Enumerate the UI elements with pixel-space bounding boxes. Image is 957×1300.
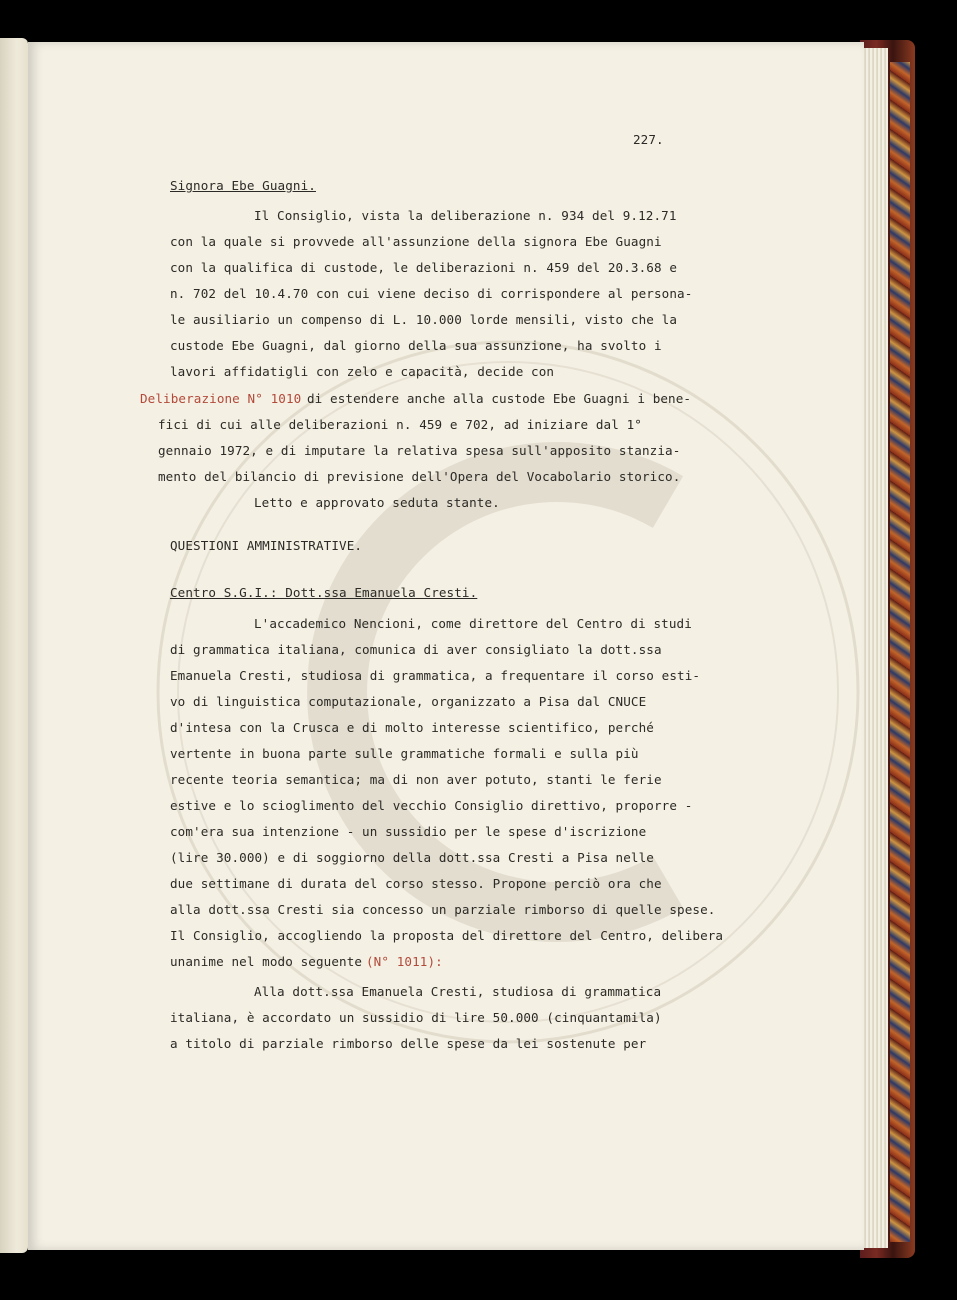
para2-line: Il Consiglio, accogliendo la proposta del direttore del Centro, delibera [170, 928, 724, 943]
document-page [28, 42, 864, 1250]
para2-line: due settimane di durata del corso stesso. Propone perciò ora che [170, 876, 662, 891]
heading-signora-ebe-guagni: Signora Ebe Guagni. [170, 178, 316, 193]
para1-line: lavori affidatigli con zelo e capacità, decide con [170, 364, 555, 379]
para1-line: con la quale si provvede all'assunzione della signora Ebe Guagni [170, 234, 662, 249]
para1-line: con la qualifica di custode, le deliberazioni n. 459 del 20.3.68 e [170, 260, 678, 275]
para2-line: recente teoria semantica; ma di non aver potuto, stanti le ferie [170, 772, 662, 787]
para1-line: mento del bilancio di previsione dell'Opera del Vocabolario storico. [158, 469, 681, 484]
para1-line: Letto e approvato seduta stante. [254, 495, 500, 510]
section-title: QUESTIONI AMMINISTRATIVE. [170, 538, 363, 553]
marbled-edge [890, 62, 910, 1242]
margin-annotation-deliberazione-1010: Deliberazione N° 1010 [140, 391, 302, 406]
para3-line: Alla dott.ssa Emanuela Cresti, studiosa di grammatica [254, 984, 662, 999]
para2-line: vo di linguistica computazionale, organizzato a Pisa dal CNUCE [170, 694, 647, 709]
para2-line: alla dott.ssa Cresti sia concesso un parziale rimborso di quelle spese. [170, 902, 716, 917]
para2-line: estive e lo scioglimento del vecchio Consiglio direttivo, proporre - [170, 798, 693, 813]
page-edges [862, 48, 888, 1248]
para1-line: gennaio 1972, e di imputare la relativa spesa sull'apposito stanzia- [158, 443, 681, 458]
para2-line: vertente in buona parte sulle grammatiche formali e sulla più [170, 746, 639, 761]
left-page-edge [0, 38, 28, 1253]
page-number: 227. [633, 132, 664, 147]
para1-line: le ausiliario un compenso di L. 10.000 lorde mensili, visto che la [170, 312, 678, 327]
para1-line: Il Consiglio, vista la deliberazione n. 934 del 9.12.71 [254, 208, 677, 223]
para3-line: italiana, è accordato un sussidio di lire 50.000 (cinquantamila) [170, 1010, 662, 1025]
para2-line: com'era sua intenzione - un sussidio per le spese d'iscrizione [170, 824, 647, 839]
para2-line: unanime nel modo seguente [170, 954, 363, 969]
heading-centro-sgi: Centro S.G.I.: Dott.ssa Emanuela Cresti. [170, 585, 478, 600]
para2-line: L'accademico Nencioni, come direttore del Centro di studi [254, 616, 692, 631]
para1-line: n. 702 del 10.4.70 con cui viene deciso di corrispondere al persona- [170, 286, 693, 301]
annotation-deliberazione-1011: (N° 1011): [366, 954, 443, 969]
para1-line: di estendere anche alla custode Ebe Guagni i bene- [307, 391, 692, 406]
para1-line: fici di cui alle deliberazioni n. 459 e 702, ad iniziare dal 1° [158, 417, 642, 432]
para2-line: di grammatica italiana, comunica di aver consigliato la dott.ssa [170, 642, 662, 657]
para2-line: Emanuela Cresti, studiosa di grammatica, a frequentare il corso esti- [170, 668, 701, 683]
para2-line: d'intesa con la Crusca e di molto interesse scientifico, perché [170, 720, 654, 735]
para1-line: custode Ebe Guagni, dal giorno della sua assunzione, ha svolto i [170, 338, 662, 353]
para2-line: (lire 30.000) e di soggiorno della dott.ssa Cresti a Pisa nelle [170, 850, 654, 865]
para3-line: a titolo di parziale rimborso delle spese da lei sostenute per [170, 1036, 647, 1051]
